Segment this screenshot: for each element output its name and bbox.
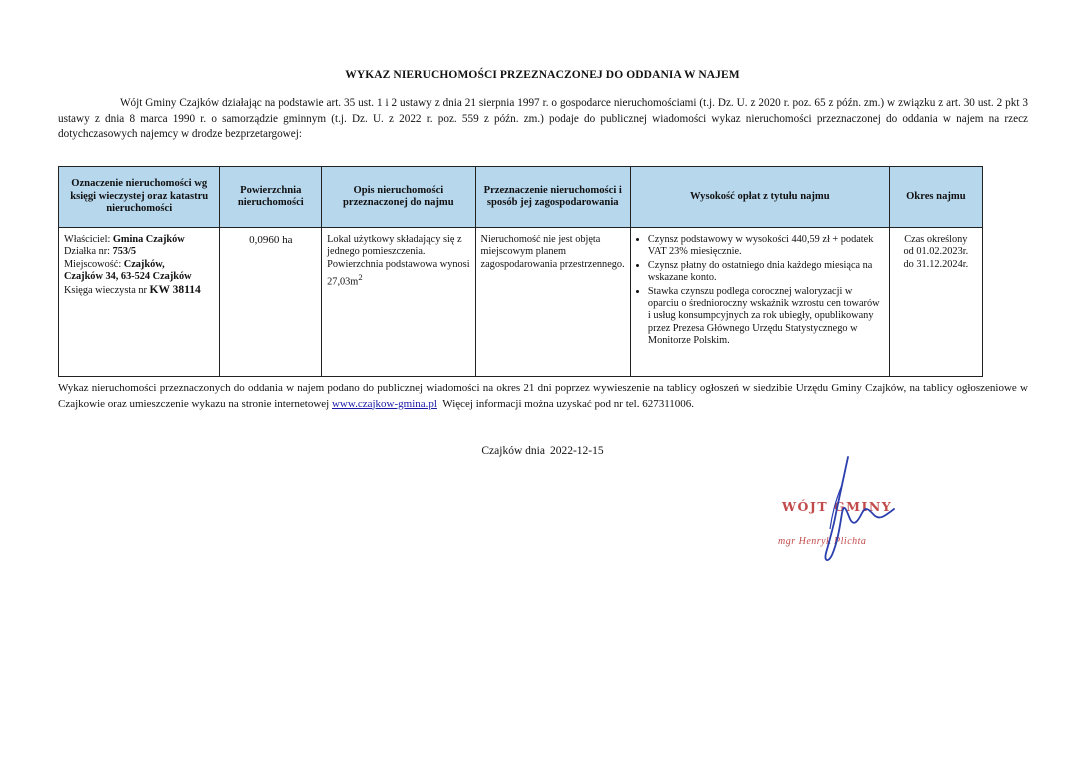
website-link[interactable]: www.czajkow-gmina.pl [331, 397, 437, 410]
owner-line [64, 234, 214, 246]
term-line: do 31.12.2024r. [903, 258, 969, 270]
owner-label: Właściciel: [64, 234, 111, 245]
cell-description [322, 228, 475, 377]
stamp-name: mgr Henryk Plichta [778, 536, 867, 547]
place-date [0, 445, 1085, 457]
footer-contact-text: Więcej informacji można uzyskać pod nr tel. 627311006. [442, 397, 695, 410]
plot-label: Działka nr: [64, 246, 111, 258]
header-description: Opis nieruchomości przeznaczonej do najmu [322, 167, 475, 228]
list-item: • Czynsz podstawowy w wysokości 440,59 zł + podatek VAT 23% miesięcznie. [648, 234, 884, 259]
table-row [59, 228, 983, 377]
description-text: Lokal użytkowy składający się z jednego pomieszczenia. Powierzchnia podstawowa wynosi 27,03m [327, 234, 470, 288]
document-title: WYKAZ NIERUCHOMOŚCI PRZEZNACZONEJ DO ODDANIA W NAJEM [345, 69, 740, 81]
address-value: Czajków 34, 63-524 Czajków [64, 271, 192, 283]
header-term: Okres najmu [889, 167, 982, 228]
locality-value: Czajków, [123, 258, 165, 270]
fees-list [636, 234, 884, 348]
property-table [58, 166, 983, 377]
cell-area: 0,0960 ha [220, 228, 322, 377]
locality-label: Miejscowość: [64, 258, 122, 270]
list-item: • Czynsz płatny do ostatniego dnia każdego miesiąca na wskazane konto. [648, 260, 884, 285]
header-purpose: Przeznaczenie nieruchomości i sposób jej zagospodarowania [475, 167, 630, 228]
register-label: Księga wieczysta nr [64, 284, 147, 296]
register-value: KW 38114 [149, 283, 201, 296]
official-stamp [770, 455, 910, 575]
term-line: od 01.02.2023r. [903, 246, 969, 258]
description-superscript: 2 [358, 272, 363, 283]
intro-text: Wójt Gminy Czajków działając na podstawie art. 35 ust. 1 i 2 ustawy z dnia 21 sierpnia 1997 r. o gospodarce nieruchomościami (t.j. Dz. U. z 2020 r. poz. 65 z późn. zm.) w związku z art. 30 ust. 2 pkt 3 ustawy z dnia 8 marca 1990 r. o samorządzie gminnym (t.j. Dz. U. z 2022 r. poz. 559 z późn. zm.) podaje do publicznej wiadomości wykaz nieruchomości przeznaczonej do oddania w najem na rzecz dotychczasowych najemcy w drodze bezprzetargowej: [58, 97, 1028, 140]
term-line: Czas określony [904, 234, 968, 245]
header-area: Powierzchnia nieruchomości [220, 167, 322, 228]
header-fees: Wysokość opłat z tytułu najmu [630, 167, 889, 228]
locality-line [64, 259, 214, 271]
intro-paragraph [58, 96, 1028, 143]
plot-value: 753/5 [112, 246, 137, 258]
owner-value: Gmina Czajków [112, 234, 185, 245]
address-line [64, 271, 214, 283]
header-designation: Oznaczenie nieruchomości wg księgi wieczystej oraz katastru nieruchomości [59, 167, 220, 228]
list-item: • Stawka czynszu podlega corocznej waloryzacji w oparciu o średnioroczny wskaźnik wzrostu cen towarów i usług konsumpcyjnych za rok ubiegły, opublikowany przez Prezesa Głównego Urzędu Statystycznego w Monitorze Polskim. [648, 286, 884, 348]
signature-icon [770, 455, 910, 575]
footer-text: Wykaz nieruchomości przeznaczonych do oddania w najem podano do publicznej wiadomości na okres 21 dni poprzez wywieszenie na tablicy ogłoszeń w siedzibie Urzędu Gminy Czajków, na tablicy ogłoszeniowe w Czajkowie oraz umieszczenie wykazu na stronie internetowej [58, 382, 1028, 410]
table-header-row [59, 167, 983, 228]
date-value: 2022-12-15 [549, 445, 604, 457]
footer-paragraph [58, 381, 1028, 412]
cell-fees [630, 228, 889, 377]
stamp-title: WÓJT GMINY [782, 499, 893, 514]
register-line [64, 284, 214, 297]
plot-line [64, 246, 214, 258]
cell-purpose: Nieruchomość nie jest objęta miejscowym planem zagospodarowania przestrzennego. [475, 228, 630, 377]
cell-designation [59, 228, 220, 377]
place-label: Czajków dnia [481, 445, 545, 457]
cell-term [889, 228, 982, 377]
